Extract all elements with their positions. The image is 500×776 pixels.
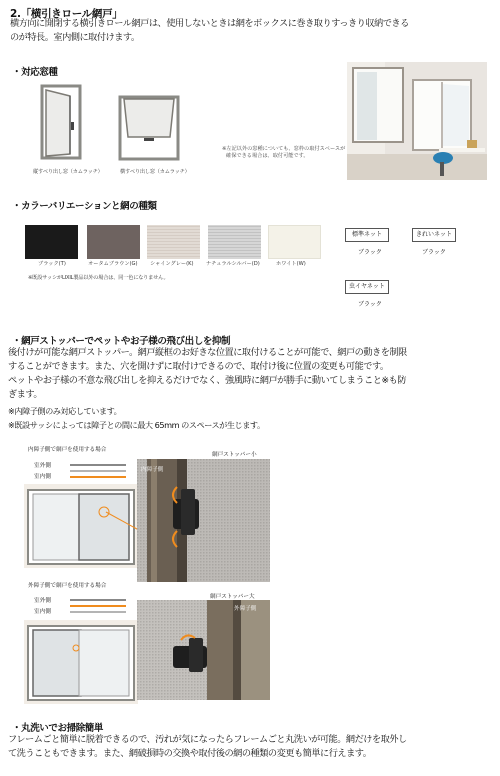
outer-legend-line-2 [70, 605, 126, 607]
outer-photo-label: 網戸ストッパー大 [210, 594, 255, 600]
net-kirei-color: ブラック [422, 249, 446, 256]
section-title: 2.「横引きロール網戸」 [10, 8, 123, 20]
inner-legend-indoor: 室内側 [34, 474, 51, 480]
inner-side-label: 内障子側 [141, 467, 164, 473]
inner-sash-diagram-title: 内障子側で網戸を使用する場合 [28, 447, 107, 453]
swatch-label-shine-gray: シャイングレー(K) [150, 261, 194, 267]
swatch-natural-silver [208, 225, 261, 259]
swatch-shine-gray [147, 225, 200, 259]
swatch-label-black: ブラック(T) [38, 261, 66, 267]
color-variations-heading: ・カラーバリエーションと網の種類 [12, 201, 157, 212]
swatch-autumn-brown [87, 225, 140, 259]
outer-sash-window-diagram [24, 620, 138, 704]
net-standard-color: ブラック [358, 249, 382, 256]
vertical-window-caption: 縦すべり出し窓（カムラッチ） [33, 169, 103, 175]
outer-legend-line-3 [70, 611, 126, 613]
net-standard: 標準ネット [345, 228, 389, 242]
color-footnote: ※既設サッシがLIXIL製品以外の場合は、同一色になりません。 [28, 275, 169, 281]
inner-legend-line-2 [70, 470, 126, 472]
swatch-label-white: ホワイト(W) [276, 261, 306, 267]
stopper-note-2: ※既設サッシによっては障子との間に最大 65mm のスペースが生じます。 [8, 420, 265, 430]
outer-side-label: 外障子側 [234, 606, 257, 612]
horizontal-awning-window-illustration [118, 93, 180, 163]
inner-stopper-photo [137, 459, 270, 582]
window-types-heading: ・対応窓種 [12, 67, 58, 78]
swatch-black [25, 225, 78, 259]
vertical-casement-window-illustration [40, 84, 86, 162]
stopper-heading: ・網戸ストッパーでペットやお子様の飛び出しを抑制 [12, 336, 231, 347]
outer-sash-diagram-title: 外障子側で網戸を使用する場合 [28, 583, 107, 589]
inner-legend-outdoor: 室外側 [34, 463, 51, 469]
intro-line-2: のが特長。室内側に取付けます。 [10, 32, 140, 43]
swatch-label-natural-silver: ナチュラルシルバー(D) [206, 261, 260, 267]
stopper-line-2: することができます。また、穴を開けずに取付けできるので、取付け後に位置の変更も可能です。 [8, 361, 389, 372]
window-types-note-1: ※左記以外の窓種についても、窓枠の取付スペースが [222, 146, 346, 152]
wash-heading: ・丸洗いでお掃除簡単 [12, 723, 104, 734]
outer-legend-outdoor: 室外側 [34, 598, 51, 604]
net-insect-guard: 虫イヤネット [345, 280, 389, 294]
stopper-line-1: 後付けが可能な網戸ストッパー。網戸縦框のお好きな位置に取付けることが可能で、網戸の動きを制限 [8, 347, 407, 358]
outer-legend-indoor: 室内側 [34, 609, 51, 615]
stopper-line-3: ペットやお子様の不意な飛び出しを抑えるだけでなく、強風時に網戸が勝手に動いてしまうこと※も防 [8, 375, 406, 386]
stopper-line-4: ぎます。 [8, 389, 43, 400]
wash-line-1: フレームごと簡単に脱着できるので、汚れが気になったらフレームごと丸洗いが可能。網だけを取外し [8, 734, 407, 745]
inner-legend-line-3 [70, 476, 126, 478]
swatch-label-autumn-brown: オータムブラウン(G) [88, 261, 138, 267]
inner-legend-line-1 [70, 464, 126, 466]
stopper-note-1: ※内障子側のみ対応しています。 [8, 406, 122, 416]
net-kirei: きれいネット [412, 228, 456, 242]
swatch-white [268, 225, 321, 259]
wash-line-2: て洗うこともできます。また、網破損時の交換や取付後の網の種類の変更も簡単に行えます。 [8, 748, 372, 759]
inner-photo-label: 網戸ストッパー小 [212, 452, 257, 458]
outer-stopper-photo [137, 600, 270, 700]
horizontal-window-caption: 横すべり出し窓（カムラッチ） [120, 169, 190, 175]
room-interior-photo [347, 62, 487, 180]
window-types-note-2: 確保できる場合は、取付可能です。 [226, 153, 309, 159]
net-insect-guard-color: ブラック [358, 301, 382, 308]
intro-line-1: 横方向に開閉する横引きロール網戸は、使用しないときは網をボックスに巻き取りすっきり収納できる [10, 18, 409, 29]
outer-legend-line-1 [70, 599, 126, 601]
